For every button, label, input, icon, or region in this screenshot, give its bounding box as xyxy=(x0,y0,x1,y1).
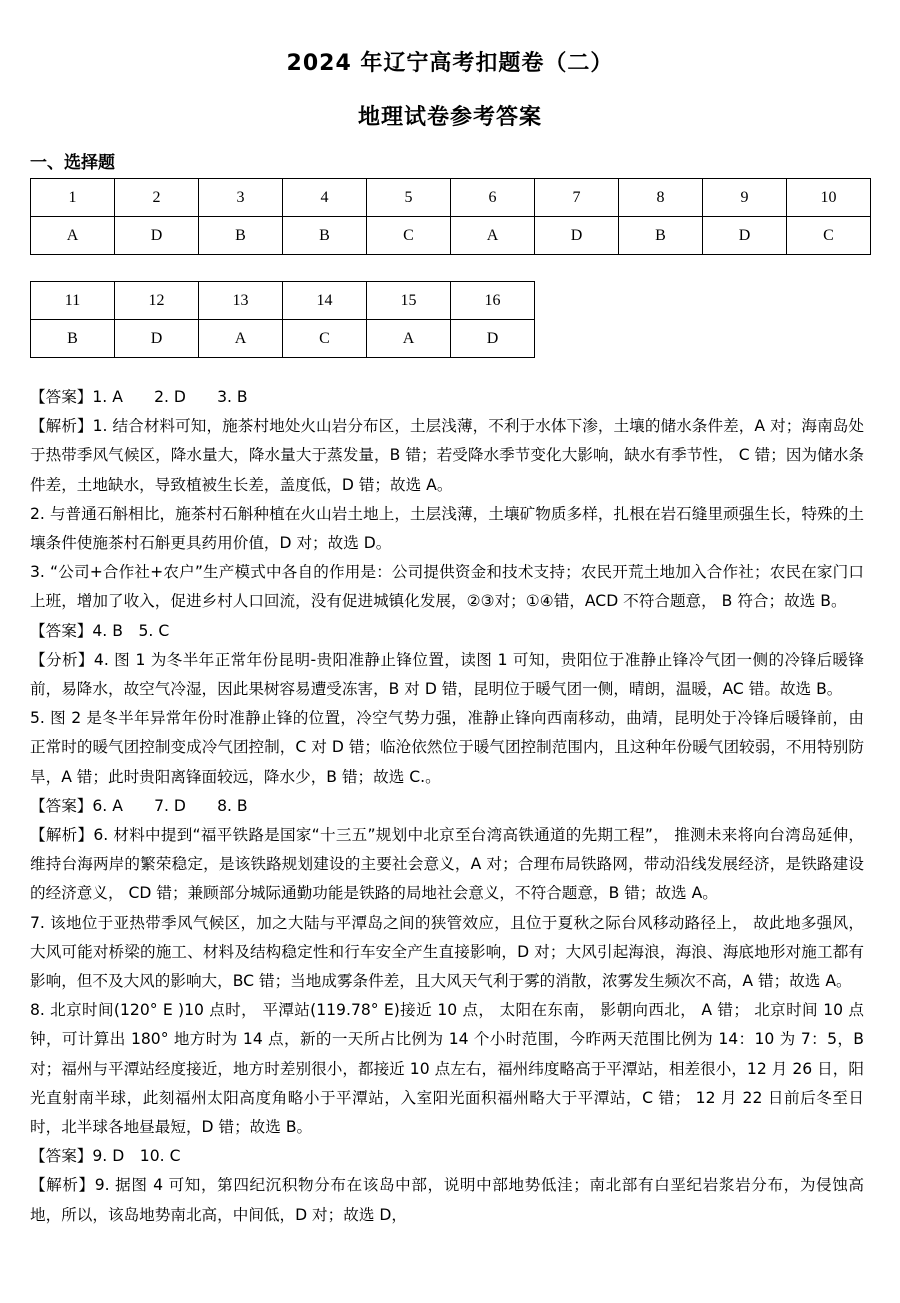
answer-cell: B xyxy=(619,217,703,255)
answer-cell: C xyxy=(367,217,451,255)
answer-cell: B xyxy=(199,217,283,255)
analysis-paragraph: 【解析】6. 材料中提到“福平铁路是国家“十三五”规划中北京至台湾高铁通道的先期工程”， 推测未来将向台湾岛延伸，维持台海两岸的繁荣稳定，是该铁路规划建设的主要社会意义，A 对；合理布局铁路网，带动沿线发展经济，是铁路建设的经济意义， CD 错；兼顾部分城际通勤功能是铁路的局地社会意义，不符合题意，B 错；故选 A。 xyxy=(30,826,864,903)
section-heading: 一、选择题 xyxy=(30,153,115,173)
question-number: 4 xyxy=(283,179,367,217)
analysis-paragraph: 【分析】4. 图 1 为冬半年正常年份昆明-贵阳准静止锋位置，读图 1 可知，贵阳位于准静止锋冷气团一侧的冷锋后暖锋前，易降水，故空气冷湿，因此果树容易遭受冻害，B 对 D 错，昆明位于暖气团一侧，晴朗，温暖，AC 错。故选 B。 xyxy=(30,650,864,699)
question-number: 14 xyxy=(283,282,367,320)
analysis-paragraph: 【解析】9. 据图 4 可知，第四纪沉积物分布在该岛中部，说明中部地势低洼；南北部有白垩纪岩浆岩分布，为侵蚀高地，所以，该岛地势南北高，中间低，D 对；故选 D， xyxy=(30,1176,864,1224)
question-number-row xyxy=(31,179,871,217)
answer-cell: B xyxy=(31,320,115,358)
answer-line: 【答案】1. A 2. D 3. B xyxy=(30,388,248,406)
analysis-paragraph: 2. 与普通石斛相比，施茶村石斛种植在火山岩土地上，土层浅薄，土壤矿物质多样，扎根在岩石缝里顽强生长，特殊的土壤条件使施茶村石斛更具药用价值，D 对；故选 D。 xyxy=(30,504,864,553)
answer-cell: A xyxy=(31,217,115,255)
answer-cell: C xyxy=(787,217,871,255)
answer-cell: A xyxy=(451,217,535,255)
question-number: 2 xyxy=(115,179,199,217)
question-number: 13 xyxy=(199,282,283,320)
answer-cell: D xyxy=(115,320,199,358)
analysis-paragraph: 3. “公司+合作社+农户”生产模式中各自的作用是：公司提供资金和技术支持；农民开荒土地加入合作社；农民在家门口上班，增加了收入，促进乡村人口回流，没有促进城镇化发展，②③对；①④错，ACD 不符合题意， B 符合；故选 B。 xyxy=(30,563,864,611)
answer-cell: B xyxy=(283,217,367,255)
answer-row xyxy=(31,217,871,255)
analysis-paragraph: 7. 该地位于亚热带季风气候区，加之大陆与平潭岛之间的狭管效应，且位于夏秋之际台风移动路径上， 故此地多强风，大风可能对桥梁的施工、材料及结构稳定性和行车安全产生直接影响，D 对；大风引起海浪，海浪、海底地形对施工都有影响，但不及大风的影响大，BC 错；当地成雾条件差，且大风天气利于雾的消散，浓雾发生频次不高，A 错；故选 A。 xyxy=(30,913,864,991)
answer-cell: D xyxy=(535,217,619,255)
page-title: 2024 年辽宁高考扣题卷（二） xyxy=(286,51,614,76)
answer-table-1 xyxy=(30,178,871,255)
answer-table-2 xyxy=(30,281,535,358)
question-number: 12 xyxy=(115,282,199,320)
answer-cell: D xyxy=(115,217,199,255)
answer-row xyxy=(31,320,535,358)
analysis-paragraph: 【解析】1. 结合材料可知，施茶村地处火山岩分布区，土层浅薄，不利于水体下渗，土壤的储水条件差，A 对；海南岛处于热带季风气候区，降水量大，降水量大于蒸发量，B 错；若受降水季节变化大影响，缺水有季节性， C 错；因为储水条件差，土地缺水，导致植被生长差，盖度低，D 错；故选 A。 xyxy=(30,417,864,494)
analysis-paragraph: 5. 图 2 是冬半年异常年份时准静止锋的位置，冷空气势力强，准静止锋向西南移动，曲靖，昆明处于冷锋后暖锋前，由正常时的暖气团控制变成冷气团控制，C 对 D 错；临沧依然位于暖气团控制范围内，且这种年份暖气团较弱，不用特别防旱，A 错；此时贵阳离锋面较远，降水少，B 错；故选 C.。 xyxy=(30,709,864,786)
answer-line: 【答案】6. A 7. D 8. B xyxy=(30,796,248,815)
answer-cell: D xyxy=(703,217,787,255)
answer-cell: A xyxy=(367,320,451,358)
question-number: 11 xyxy=(31,282,115,320)
question-number: 3 xyxy=(199,179,283,217)
page-subtitle: 地理试卷参考答案 xyxy=(357,105,542,130)
answer-cell: D xyxy=(451,320,535,358)
question-number: 9 xyxy=(703,179,787,217)
answer-cell: A xyxy=(199,320,283,358)
question-number: 7 xyxy=(535,179,619,217)
question-number: 6 xyxy=(451,179,535,217)
question-number: 1 xyxy=(31,179,115,217)
answer-line: 【答案】4. B 5. C xyxy=(30,621,170,640)
answer-explanations xyxy=(30,383,864,1230)
question-number: 8 xyxy=(619,179,703,217)
question-number: 16 xyxy=(451,282,535,320)
question-number: 5 xyxy=(367,179,451,217)
answer-cell: C xyxy=(283,320,367,358)
answer-line: 【答案】9. D 10. C xyxy=(30,1147,181,1166)
analysis-paragraph: 8. 北京时间(120° E )10 点时， 平潭站(119.78° E)接近 10 点， 太阳在东南， 影朝向西北， A 错； 北京时间 10 点钟，可计算出 180° 地方时为 14 点，新的一天所占比例为 14 个小时范围，今昨两天范围比例为 14：10 为 7：5，B 对；福州与平潭站经度接近，地方时差别很小，都接近 10 点左右，福州纬度略高于平潭站，相差很小，12 月 26 日，阳光直射南半球，此刻福州太阳高度角略小于平潭站，入室阳光面积福州略大于平潭站，C 错； 12 月 22 日前后冬至日时，北半球各地昼最短，D 错；故选 B。 xyxy=(30,1001,864,1137)
question-number: 10 xyxy=(787,179,871,217)
question-number: 15 xyxy=(367,282,451,320)
question-number-row xyxy=(31,282,535,320)
